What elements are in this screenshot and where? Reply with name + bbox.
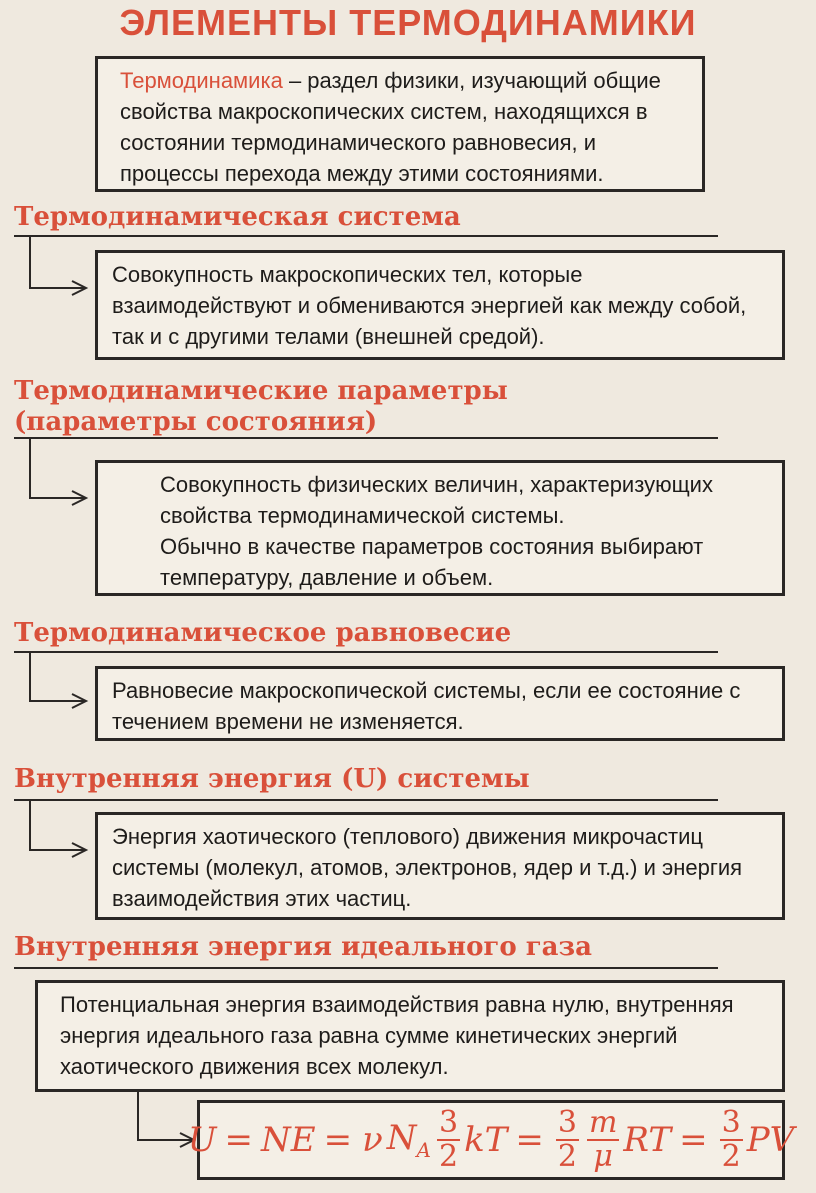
connector-5 [138, 1092, 192, 1140]
fraction-denominator: 2 [721, 1139, 741, 1174]
fraction-3-2-a [437, 1105, 460, 1174]
heading-thermo-system: Термодинамическая система [14, 202, 461, 232]
heading-thermo-equilibrium: Термодинамическое равновесие [14, 618, 512, 648]
formula-eq-4: = [679, 1120, 708, 1160]
heading-thermo-parameters: Термодинамические параметры (параметры состояния) [14, 376, 508, 437]
formula-E: E [290, 1120, 316, 1160]
definition-thermo-system [95, 250, 785, 360]
definition-text: Совокупность макроскопических тел, которые взаимодействуют и обмениваются энергией как между собой, так и с другими телами (внешней средой). [112, 262, 747, 349]
fraction-denominator: μ [593, 1139, 613, 1174]
fraction-numerator: m [588, 1105, 618, 1140]
definition-text: Равновесие макроскопической системы, если ее состояние с течением времени не изменяется. [112, 678, 741, 734]
connector-1 [30, 237, 84, 288]
definition-thermo-parameters [95, 460, 785, 596]
definition-text-line2: Обычно в качестве параметров состояния выбирают температуру, давление и объем. [160, 534, 704, 590]
fraction-3-2-c [720, 1105, 743, 1174]
formula-NA-subscript: A [416, 1138, 431, 1162]
intro-term: Термодинамика [120, 68, 283, 93]
formula-RT: RT [623, 1120, 672, 1160]
definition-thermo-equilibrium [95, 666, 785, 741]
fraction-numerator: 3 [721, 1105, 741, 1140]
fraction-denominator: 2 [557, 1139, 577, 1174]
formula-eq-1: = [224, 1120, 254, 1160]
definition-text: Энергия хаотического (теплового) движения микрочастиц системы (молекул, атомов, электронов, ядер и т.д.) и энергия взаимодействия этих частиц. [112, 824, 743, 911]
formula-N: N [261, 1120, 291, 1160]
formula-box [187, 1100, 795, 1180]
internal-energy-formula [187, 1103, 795, 1177]
fraction-numerator: 3 [438, 1105, 459, 1140]
formula-NA [387, 1118, 431, 1162]
fraction-denominator: 2 [438, 1139, 459, 1174]
heading-internal-energy: Внутренняя энергия (U) системы [14, 764, 530, 794]
heading-ideal-gas-energy: Внутренняя энергия идеального газа [14, 932, 592, 962]
formula-PV: PV [746, 1120, 795, 1160]
connector-3 [30, 653, 84, 701]
formula-kT: kT [464, 1120, 508, 1160]
formula-NA-letter: N [386, 1118, 417, 1158]
definition-ideal-gas-energy [35, 980, 785, 1092]
connector-4 [30, 801, 84, 850]
page-title: ЭЛЕМЕНТЫ ТЕРМОДИНАМИКИ [119, 2, 697, 43]
formula-U: U [187, 1120, 217, 1160]
connector-2 [30, 439, 84, 498]
intro-definition: – раздел физики, изучающий общие свойства макроскопических систем, находящихся в состоянии термодинамического равновесия, и процессы перехода между этими состояниями. [120, 68, 661, 186]
fraction-m-mu [587, 1105, 619, 1174]
definition-internal-energy [95, 812, 785, 920]
fraction-3-2-b [556, 1105, 579, 1174]
definition-text-line1: Совокупность физических величин, характеризующих свойства термодинамической системы. [160, 472, 713, 528]
formula-eq-3: = [515, 1120, 544, 1160]
formula-nu: ν [362, 1120, 383, 1160]
definition-text: Потенциальная энергия взаимодействия равна нулю, внутренняя энергия идеального газа равна сумме кинетических энергий хаотического движения всех молекул. [60, 992, 734, 1079]
formula-eq-2: = [323, 1120, 353, 1160]
fraction-numerator: 3 [557, 1105, 577, 1140]
